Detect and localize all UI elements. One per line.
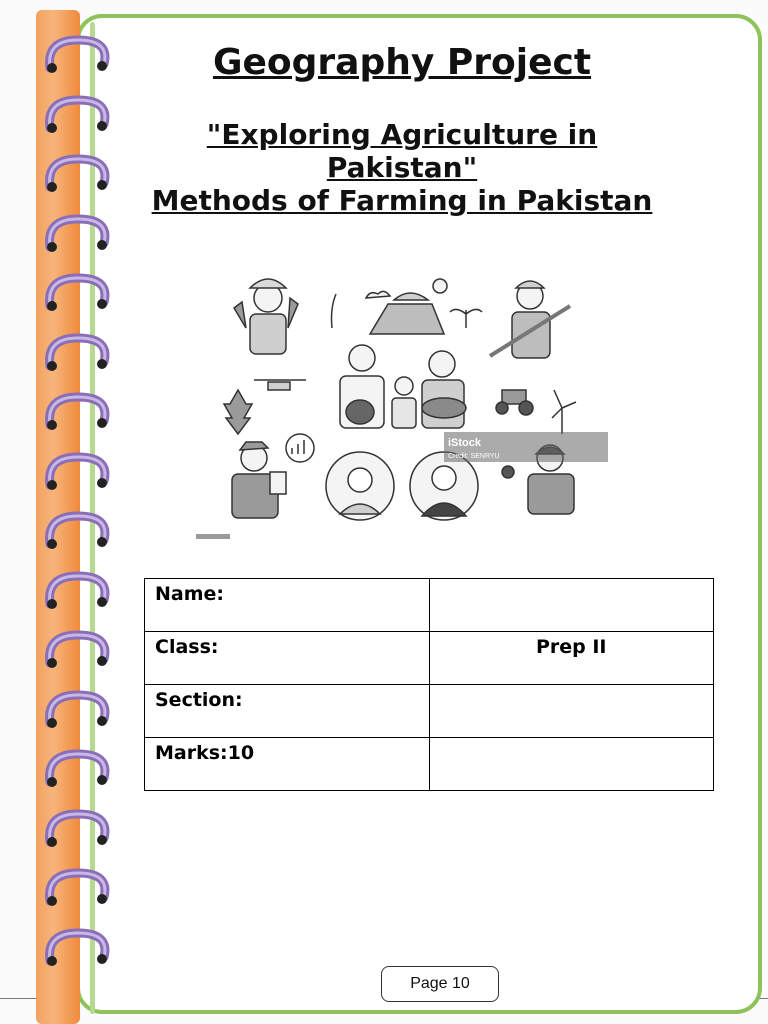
wheat-icon: [332, 294, 337, 328]
sprout-icon: [450, 309, 482, 328]
section-label: Section:: [145, 685, 430, 738]
binding-ring-icon: [40, 153, 118, 197]
table-row: [145, 685, 714, 738]
farmer-with-vegetables-icon: [234, 279, 298, 354]
binding-ring-icon: [40, 34, 118, 78]
tree-icon: [224, 390, 252, 434]
elder-farmer-portrait-icon: [326, 452, 394, 520]
page-title: Geography Project: [212, 42, 592, 83]
binding-ring-icon: [40, 927, 118, 971]
binding-ring-icon: [40, 748, 118, 792]
page-number: Page 10: [381, 966, 499, 1002]
project-subtitle: "Exploring Agriculture in Pakistan": [206, 118, 598, 184]
table-row: [145, 738, 714, 791]
farmer-portrait-icon: [410, 452, 478, 520]
table-row: [145, 632, 714, 685]
binding-ring-icon: [40, 94, 118, 138]
binding-ring-icon: [40, 332, 118, 376]
binding-ring-icon: [40, 510, 118, 554]
family-icon: [340, 345, 466, 428]
wind-turbine-icon: [552, 390, 576, 434]
watermark-brand: iStock: [448, 437, 482, 449]
binding-ring-icon: [40, 570, 118, 614]
student-info-table: [144, 578, 714, 791]
table-row: [145, 579, 714, 632]
stock-id-strip: [196, 534, 230, 539]
sun-icon: [433, 279, 447, 293]
farmer-with-wheat-icon: [490, 281, 570, 358]
farming-illustration: [190, 258, 610, 546]
binding-ring-icon: [40, 867, 118, 911]
marks-value: [429, 738, 714, 791]
field-hill-icon: [370, 293, 444, 334]
tractor-icon: [496, 390, 533, 415]
binding-ring-icon: [40, 689, 118, 733]
binding-ring-icon: [40, 451, 118, 495]
class-value: Prep II: [429, 632, 714, 685]
binding-ring-icon: [40, 629, 118, 673]
marks-label: Marks:10: [145, 738, 430, 791]
section-value: [429, 685, 714, 738]
binding-ring-icon: [40, 272, 118, 316]
binding-ring-icon: [40, 808, 118, 852]
drone-icon: [254, 380, 306, 390]
cloud-icon: [366, 291, 390, 298]
binding-ring-icon: [40, 391, 118, 435]
watermark-credit: Credit: SENRYU: [448, 453, 500, 460]
farmer-with-tablet-icon: [232, 434, 314, 518]
binding-ring-icon: [40, 213, 118, 257]
class-label: Class:: [145, 632, 430, 685]
name-value: [429, 579, 714, 632]
name-label: Name:: [145, 579, 430, 632]
project-topic: Methods of Farming in Pakistan: [151, 184, 653, 217]
